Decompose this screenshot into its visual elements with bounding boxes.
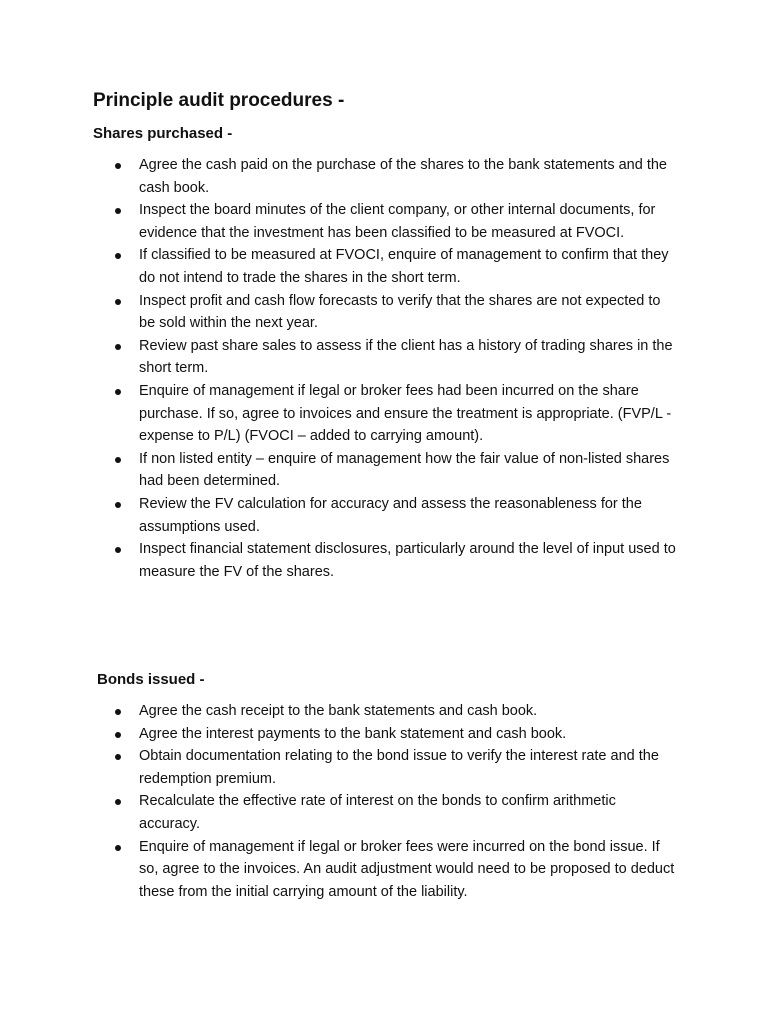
bullet-icon [115, 163, 121, 169]
list-item [0, 154, 679, 199]
list-item-text: If non listed entity – enquire of management how the fair value of non-listed shares had been determined. [139, 450, 670, 490]
list-item [0, 290, 679, 335]
bullet-icon [115, 732, 121, 738]
list-item [0, 836, 679, 904]
list-item-text: Inspect profit and cash flow forecasts to verify that the shares are not expected to be sold within the next year. [139, 292, 661, 332]
list-item-text: Enquire of management if legal or broker fees had been incurred on the share purchase. If so, agree to invoices and ensure the treatment is appropriate. (FVP/L - expense to P/L) (FVOCI – added to carrying amount). [139, 382, 672, 445]
bullet-icon [115, 344, 121, 350]
list-item-text: Review past share sales to assess if the client has a history of trading shares in the short term. [139, 337, 673, 377]
list-item [0, 199, 679, 244]
list-item [0, 244, 679, 289]
document-title: Principle audit procedures - [93, 90, 345, 111]
list-item-text: Inspect financial statement disclosures, particularly around the level of input used to measure the FV of the shares. [139, 541, 676, 580]
bullet-icon [115, 457, 121, 463]
list-item-text: Inspect the board minutes of the client company, or other internal documents, for evidence that the investment has been classified to be measured at FVOCI. [139, 202, 656, 241]
bullet-icon [115, 754, 121, 760]
bullet-icon [115, 502, 121, 508]
bullet-icon [115, 709, 121, 715]
list-item-text: Agree the interest payments to the bank statement and cash book. [139, 725, 567, 742]
bullet-icon [115, 389, 121, 395]
list-item [0, 380, 679, 448]
bullet-icon [115, 299, 121, 305]
list-item [0, 745, 679, 790]
bullet-icon [115, 799, 121, 805]
list-item-text: If classified to be measured at FVOCI, enquire of management to confirm that they do not intend to trade the shares in the short term. [139, 247, 669, 286]
bullet-icon [115, 547, 121, 553]
bullet-icon [115, 208, 121, 214]
list-item [0, 493, 679, 538]
list-item-text: Obtain documentation relating to the bond issue to verify the interest rate and the redemption premium. [139, 748, 659, 787]
shares-purchased-procedure-list [0, 154, 768, 583]
list-item [0, 448, 679, 493]
list-item-text: Review the FV calculation for accuracy and assess the reasonableness for the assumptions used. [139, 495, 642, 535]
section-heading-bonds-issued: Bonds issued - [97, 671, 205, 688]
list-item [0, 700, 679, 723]
list-item [0, 723, 679, 746]
list-item [0, 790, 679, 835]
list-item [0, 335, 679, 380]
bullet-icon [115, 845, 121, 851]
list-item-text: Agree the cash receipt to the bank statements and cash book. [139, 703, 538, 719]
bonds-issued-procedure-list [0, 700, 768, 903]
list-item-text: Recalculate the effective rate of interest on the bonds to confirm arithmetic accuracy. [139, 793, 616, 832]
bullet-icon [115, 253, 121, 259]
list-item-text: Enquire of management if legal or broker fees were incurred on the bond issue. If so, agree to the invoices. An audit adjustment would need to be proposed to deduct these from the initial carrying amount of the liability. [139, 838, 675, 900]
section-heading-shares-purchased: Shares purchased - [93, 125, 233, 142]
list-item-text: Agree the cash paid on the purchase of the shares to the bank statements and the cash book. [139, 157, 667, 196]
list-item [0, 538, 679, 583]
